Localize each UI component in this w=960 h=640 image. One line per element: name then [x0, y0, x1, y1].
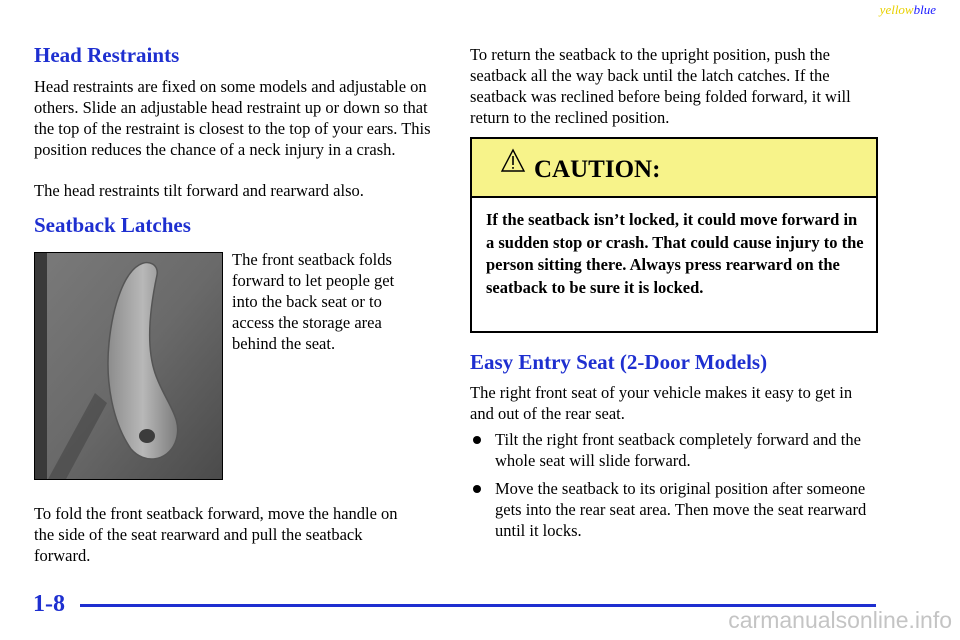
heading-head-restraints: Head Restraints: [34, 43, 180, 67]
caution-body: If the seatback isn’t locked, it could move forward in a sudden stop or crash. That could cause injury to the person sitting there. Always press rearward on the seatback to be sure it is locked.: [486, 210, 864, 297]
caution-title: CAUTION:: [534, 156, 661, 183]
seatback-folds-text: The front seatback folds forward to let people get into the back seat or to access the storage area behind the seat.: [232, 250, 395, 353]
page-number: 1-8: [33, 591, 65, 617]
head-restraints-paragraph: Head restraints are fixed on some models and adjustable on others. Slide an adjustable head restraint up or down so that the top of the restraint is closest to the top of your ears. This position reduces the chance of a neck injury in a crash.: [34, 77, 431, 159]
fold-instructions-text: To fold the front seatback forward, move the handle on the side of the seat rearward and pull the seatback forward.: [34, 504, 398, 565]
warning-triangle-icon: [500, 148, 526, 174]
return-upright-text: To return the seatback to the upright position, push the seatback all the way back until the latch catches. If the seatback was reclined before being folded forward, it will return to the reclined position.: [470, 45, 851, 127]
caution-header: [472, 139, 876, 198]
bullet-text: Move the seatback to its original position after someone gets into the rear seat area. Then move the seat rearward until it locks.: [495, 479, 867, 540]
tilt-paragraph: The head restraints tilt forward and rearward also.: [34, 181, 364, 200]
heading-easy-entry-seat: Easy Entry Seat (2-Door Models): [470, 350, 768, 374]
caution-box: [470, 137, 878, 333]
watermark: carmanualsonline.info: [728, 607, 952, 633]
easy-entry-text: The right front seat of your vehicle makes it easy to get in and out of the rear seat.: [470, 383, 853, 423]
color-tag: [880, 2, 936, 18]
bullet-text: Tilt the right front seatback completely forward and the whole seat will slide forward.: [495, 430, 861, 470]
bullet-dot-icon: [473, 436, 481, 444]
tag-blue: blue: [913, 2, 936, 17]
bullet-dot-icon: [473, 485, 481, 493]
heading-seatback-latches: Seatback Latches: [34, 213, 191, 237]
seatback-handle-photo: [34, 252, 223, 480]
tag-yellow: yellow: [879, 2, 914, 17]
